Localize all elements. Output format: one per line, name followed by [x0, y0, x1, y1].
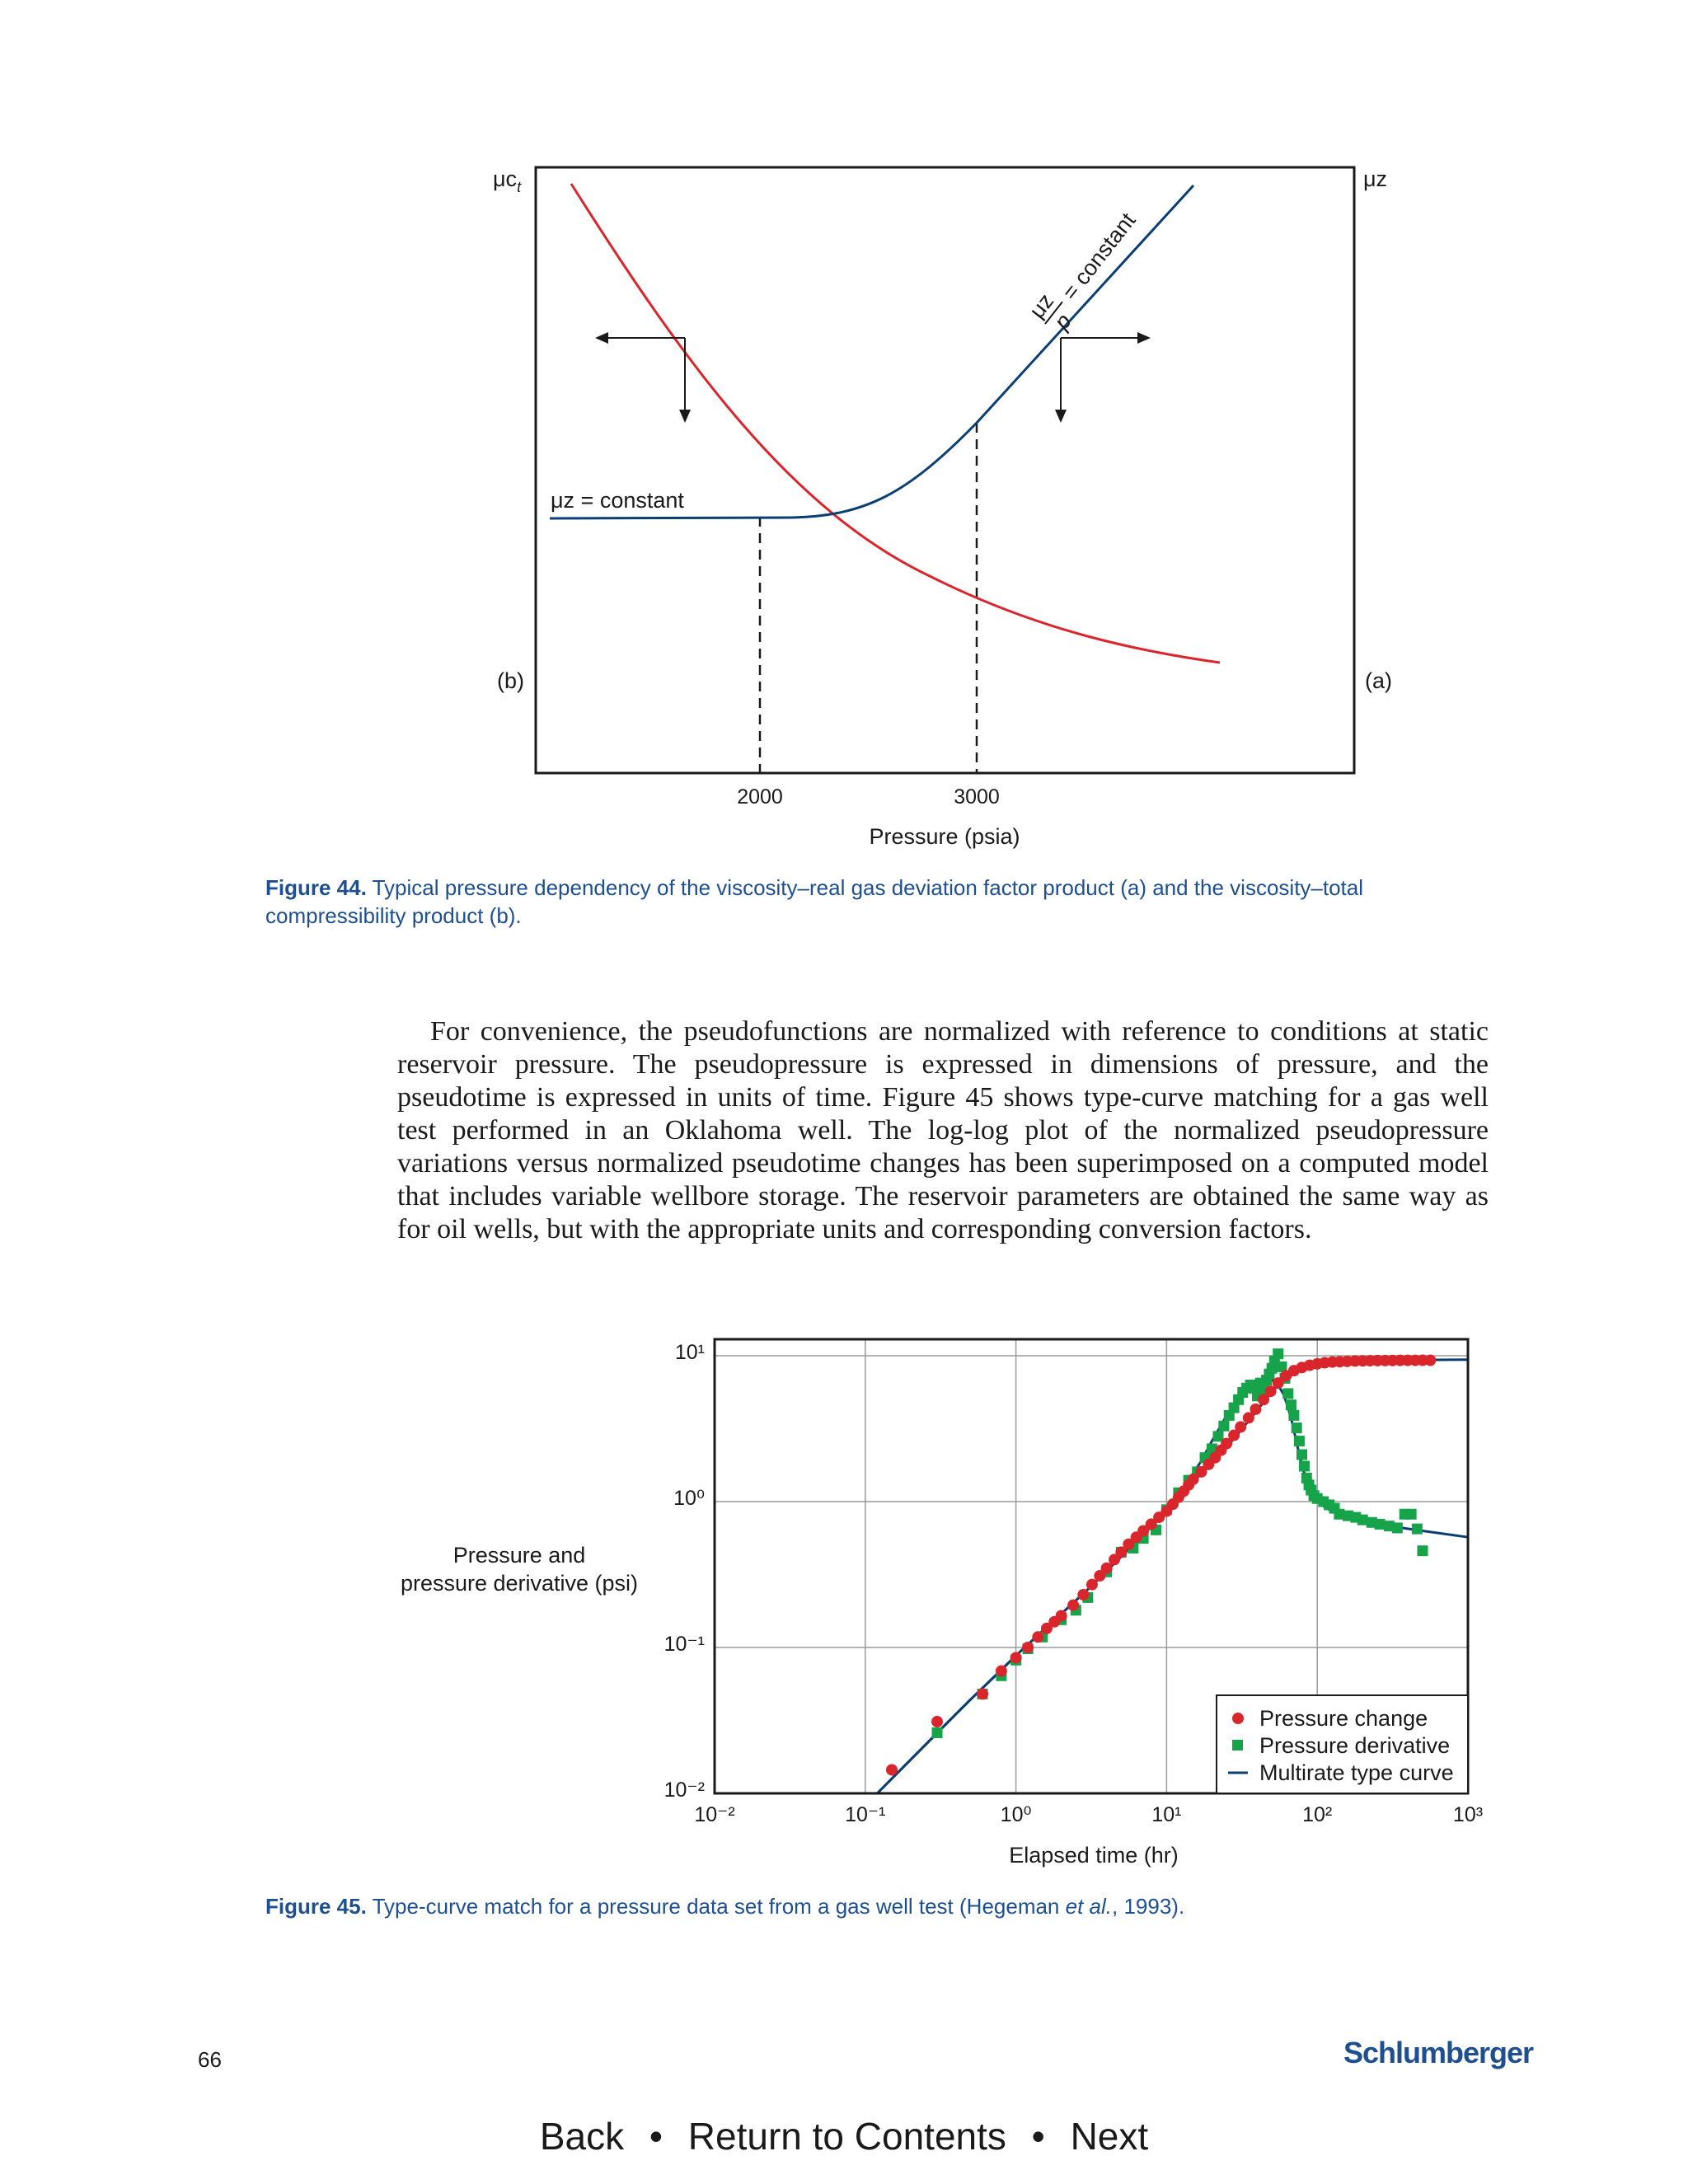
- fig45-derivative-point: [1288, 1410, 1299, 1421]
- nav-separator: •: [1031, 2115, 1045, 2158]
- fig45-ytick-label: 10⁻¹: [663, 1633, 705, 1656]
- body-paragraph: For convenience, the pseudofunctions are normalized with reference to conditions at static reservoir pressure. The pseudopressure is expressed in dimensions of pressure, and the pseudotime is expressed in units of time. Figure 45 shows type-curve matching for a gas well test performed in an Oklahoma well. The log-log plot of the normalized pseudopressure variations versus normalized pseudotime changes has been superimposed on a computed model that includes variable wellbore storage. The reservoir parameters are obtained the same way as for oil wells, but with the appropriate units and corresponding conversion factors.: [397, 1016, 1489, 1244]
- fig44-right-axis-label: μz: [1363, 166, 1388, 191]
- fig45-derivative-point: [1392, 1522, 1403, 1533]
- fig44-slope-denominator: p: [1048, 308, 1076, 335]
- fig45-pressure-point: [977, 1688, 988, 1699]
- fig44-xtick-3000: 3000: [954, 785, 1000, 808]
- fig45-derivative-point: [1299, 1460, 1310, 1471]
- figure-45-caption: [265, 1892, 1461, 1920]
- figure-44-caption: [265, 874, 1461, 930]
- fig45-pressure-point: [1250, 1404, 1261, 1415]
- figure-45-caption-label: Figure 45.: [265, 1894, 367, 1919]
- fig45-pressure-point: [886, 1764, 898, 1775]
- fig45-pressure-point: [1032, 1631, 1043, 1643]
- fig45-legend-pressure-derivative: Pressure derivative: [1259, 1733, 1451, 1758]
- fig45-xtick-label: 10⁻¹: [845, 1803, 886, 1826]
- figure-44-caption-label: Figure 44.: [265, 875, 367, 900]
- fig45-derivative-point: [1282, 1388, 1293, 1399]
- figure-45-caption-italic: et al.: [1065, 1894, 1112, 1919]
- fig45-legend-circle-marker: [1232, 1713, 1244, 1724]
- fig45-derivative-point: [1412, 1524, 1423, 1535]
- fig45-legend: [1217, 1695, 1468, 1793]
- fig44-left-marker: (b): [497, 668, 524, 693]
- fig44-plot-frame: [536, 167, 1354, 773]
- back-link[interactable]: Back: [539, 2115, 625, 2158]
- fig45-legend-pressure-change: Pressure change: [1259, 1706, 1428, 1731]
- fig44-arrowhead-left: [595, 332, 608, 344]
- fig45-derivative-point: [1286, 1399, 1296, 1410]
- fig45-xlabel: Elapsed time (hr): [1009, 1843, 1179, 1868]
- fig45-derivative-points: [932, 1348, 1428, 1738]
- fig44-blue-curve: [550, 185, 1193, 518]
- fig44-arrowhead-right: [1137, 332, 1151, 344]
- figure-45-caption-text-2: , 1993).: [1112, 1894, 1185, 1919]
- fig44-slope-numerator: μz: [1024, 288, 1059, 323]
- figure-45-caption-text-1: Type-curve match for a pressure data set from a gas well test (Hegeman: [372, 1894, 1066, 1919]
- fig45-derivative-point: [1406, 1509, 1417, 1520]
- fig44-left-axis-label: $\mu c_t$: [493, 166, 522, 195]
- brand-logo: Schlumberger: [1343, 2036, 1534, 2069]
- return-to-contents-link[interactable]: Return to Contents: [687, 2115, 1006, 2158]
- fig45-ylabel-line2: pressure derivative (psi): [400, 1571, 639, 1596]
- fig44-xtick-2000: 2000: [737, 785, 783, 808]
- fig45-pressure-point: [1022, 1642, 1034, 1653]
- fig45-pressure-point: [1086, 1579, 1098, 1591]
- page-number: 66: [198, 2047, 222, 2072]
- fig45-derivative-point: [1357, 1515, 1368, 1526]
- page-navigation: [0, 2114, 1688, 2158]
- fig45-derivative-point: [1417, 1545, 1428, 1556]
- fig45-pressure-point: [1056, 1610, 1067, 1622]
- fig45-derivative-point: [1292, 1422, 1302, 1433]
- fig44-red-curve: [571, 184, 1220, 663]
- fig45-derivative-point: [1273, 1348, 1283, 1359]
- fig45-pressure-point: [996, 1666, 1007, 1677]
- fig45-derivative-point: [932, 1727, 943, 1738]
- fig45-derivative-point: [1294, 1436, 1305, 1446]
- fig45-pressure-point: [1067, 1600, 1079, 1611]
- fig45-ylabel-line1: Pressure and: [452, 1543, 586, 1568]
- fig45-legend-square-marker: [1232, 1740, 1243, 1750]
- fig44-right-marker: (a): [1365, 668, 1392, 693]
- fig45-xtick-label: 10¹: [1151, 1803, 1182, 1826]
- fig45-pressure-point: [1424, 1354, 1436, 1366]
- fig45-pressure-point: [1077, 1589, 1089, 1601]
- fig45-xtick-label: 10²: [1302, 1803, 1333, 1826]
- fig44-annotation-slope: [1025, 199, 1150, 339]
- fig44-arrowhead-down-right: [1055, 410, 1067, 423]
- fig45-legend-type-curve: Multirate type curve: [1259, 1760, 1454, 1785]
- fig45-xtick-label: 10⁰: [1000, 1803, 1032, 1826]
- fig45-derivative-point: [1375, 1519, 1386, 1530]
- fig45-ytick-label: 10⁻²: [663, 1779, 705, 1802]
- fig45-pressure-point: [1010, 1652, 1022, 1663]
- fig45-xtick-label: 10³: [1452, 1803, 1484, 1826]
- fig45-derivative-point: [1218, 1421, 1229, 1432]
- figure-44-caption-text: Typical pressure dependency of the viscosity–real gas deviation factor product (a) and the viscosity–total compressibility product (b).: [265, 875, 1364, 928]
- fig44-left-axis-sub: t: [517, 179, 522, 195]
- fig45-pressure-point: [1235, 1421, 1246, 1432]
- fig45-ytick-label: 10⁰: [673, 1487, 705, 1510]
- figure-45-chart: [0, 1319, 1688, 1879]
- fig45-pressure-point: [931, 1716, 943, 1727]
- nav-separator: •: [649, 2115, 663, 2158]
- fig45-ytick-label: 10¹: [674, 1341, 705, 1364]
- next-link[interactable]: Next: [1070, 2115, 1149, 2158]
- fig44-arrowhead-down-left: [679, 410, 691, 423]
- figure-44-chart: [0, 0, 1688, 865]
- fig45-xtick-label: 10⁻²: [694, 1803, 735, 1826]
- fig44-slope-rest: = constant: [1057, 208, 1141, 305]
- fig44-xlabel: Pressure (psia): [869, 824, 1020, 849]
- fig45-derivative-point: [1296, 1449, 1307, 1460]
- fig44-annotation-flat: μz = constant: [551, 488, 684, 513]
